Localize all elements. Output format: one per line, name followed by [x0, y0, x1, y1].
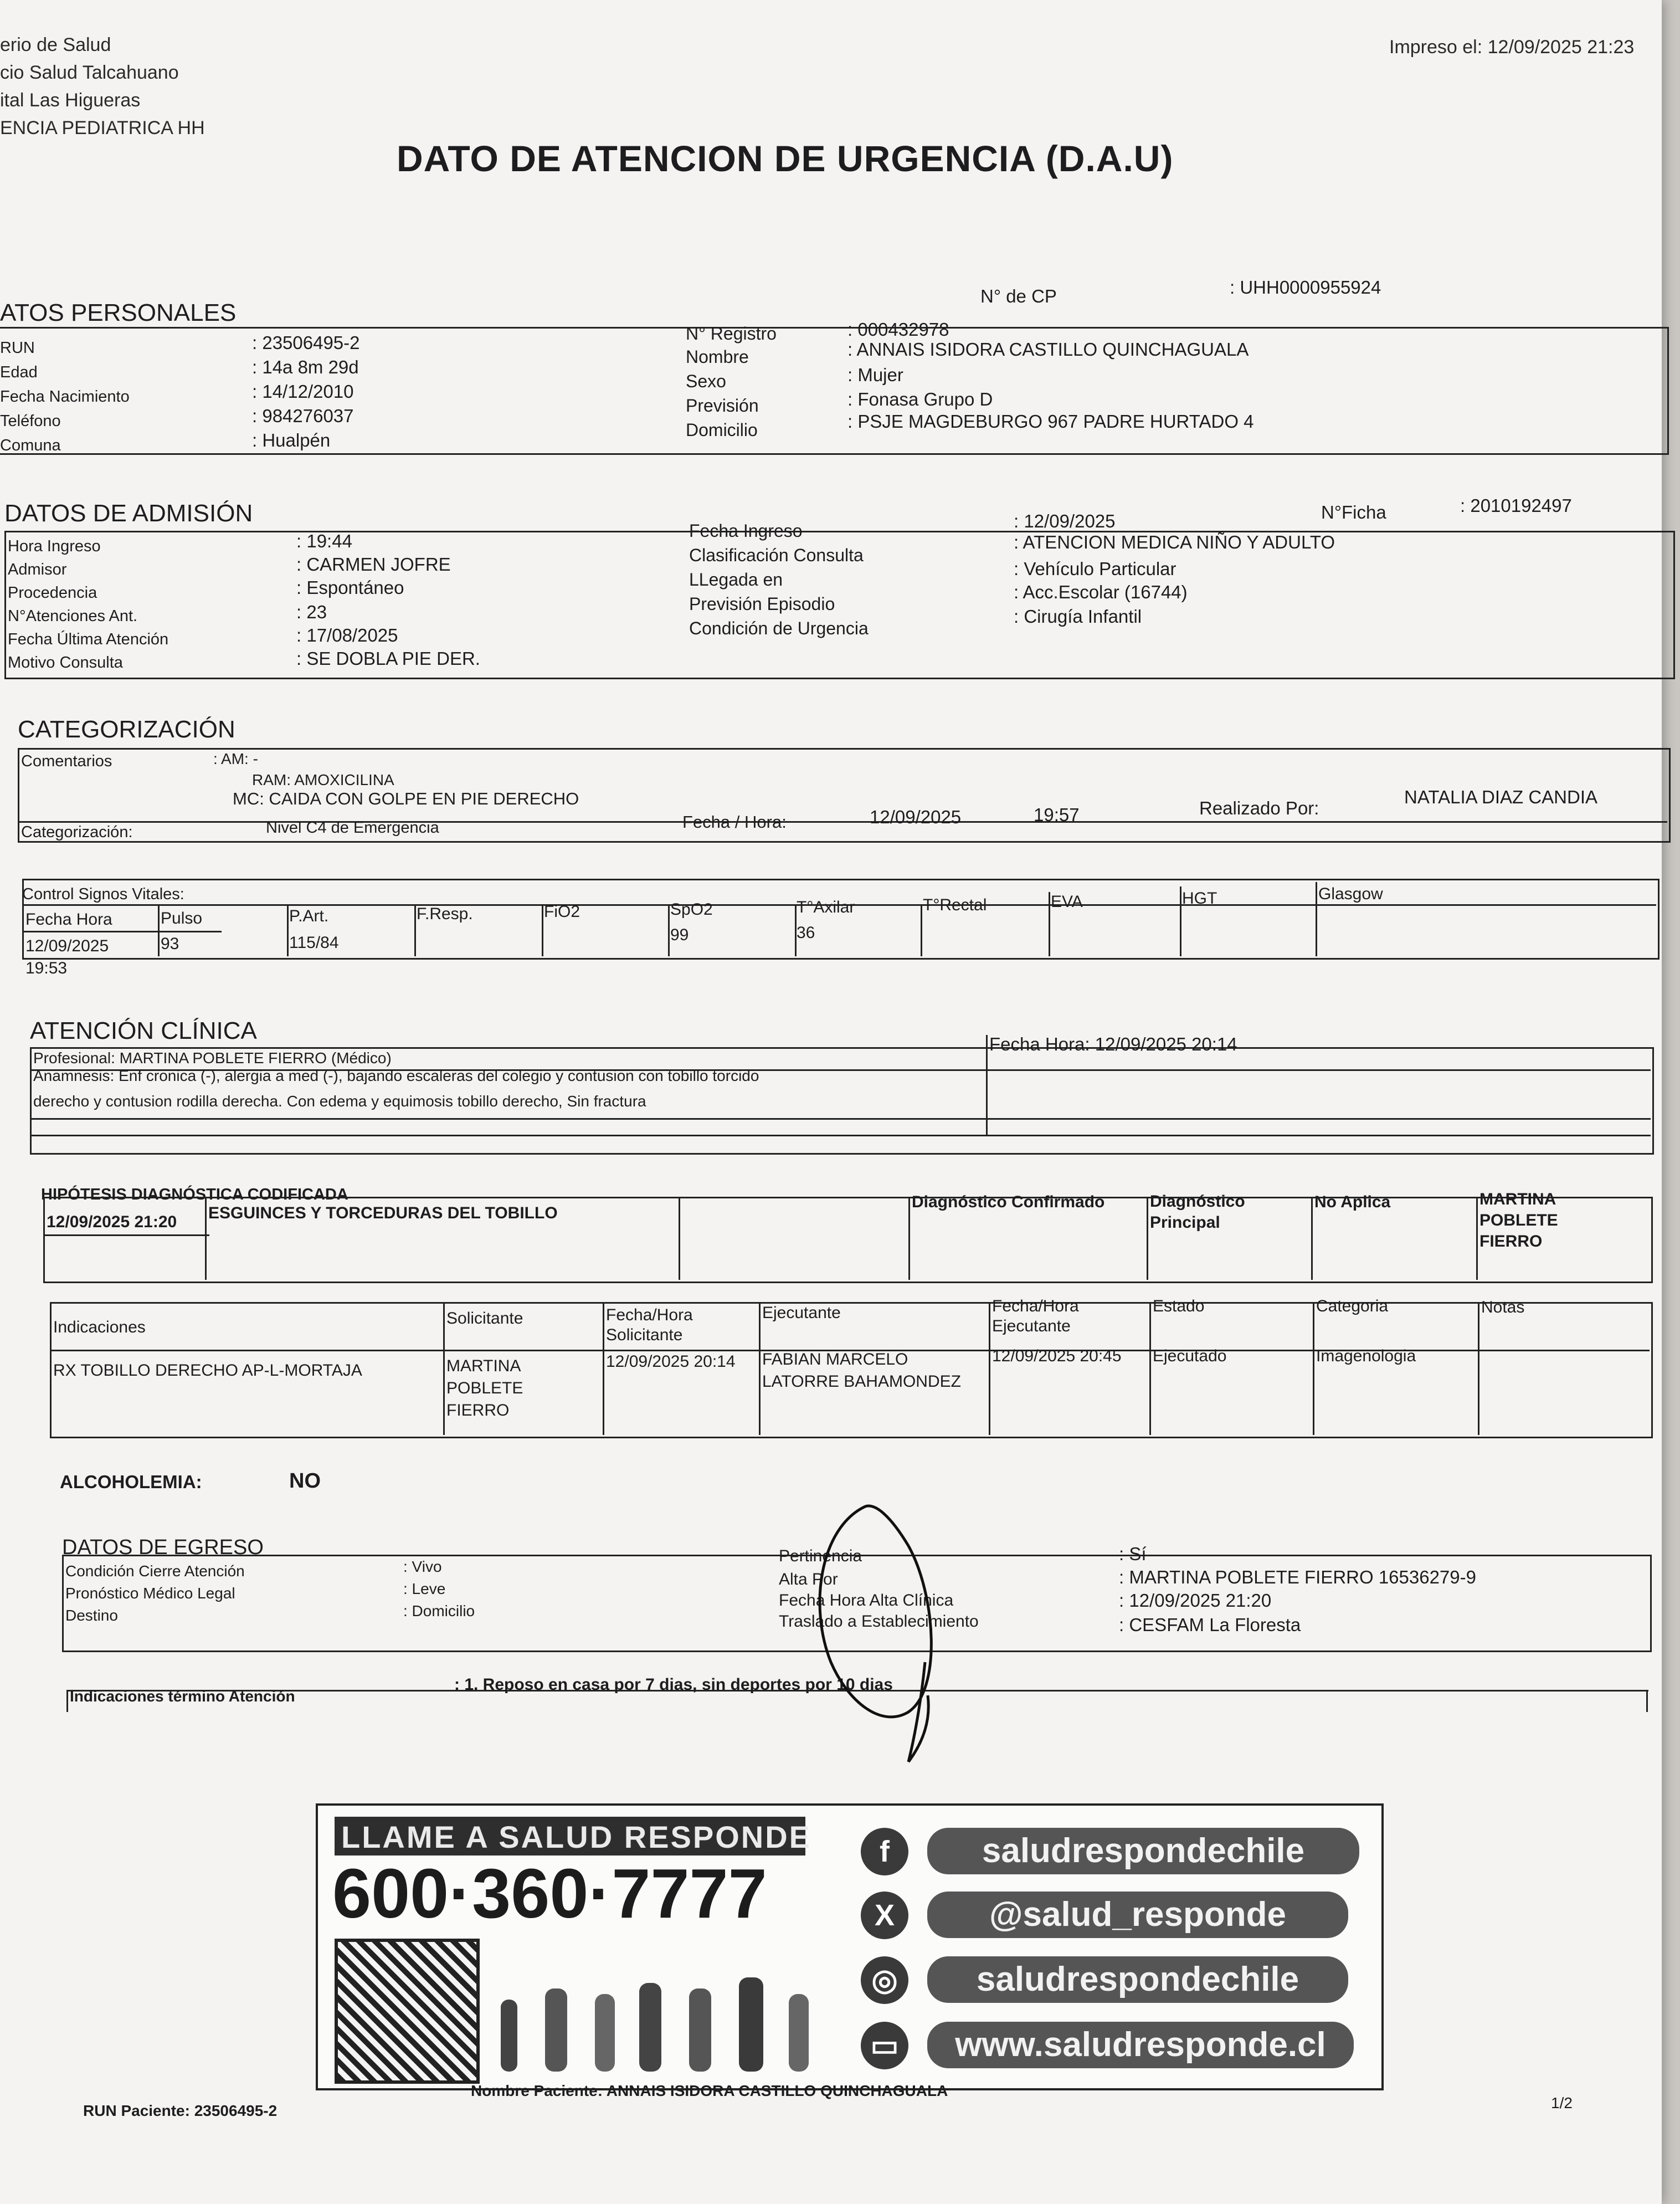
org-line-2: cio Salud Talcahuano — [0, 62, 179, 83]
orders-cell: 12/09/2025 20:45 — [992, 1347, 1122, 1365]
divider — [1478, 1302, 1479, 1435]
vitals-header: T°Rectal — [923, 896, 987, 914]
orders-cell: RX TOBILLO DERECHO AP-L-MORTAJA — [53, 1361, 362, 1380]
diagnosis-doctor: MARTINA POBLETE FIERRO — [1479, 1190, 1558, 1250]
field-value: : ATENCION MEDICA NIÑO Y ADULTO — [1014, 532, 1335, 552]
orders-header: Ejecutante — [762, 1304, 841, 1322]
field-label: Fecha Hora Alta Clínica — [779, 1591, 954, 1610]
field-label: Alta Por — [779, 1570, 838, 1588]
field-value: : MARTINA POBLETE FIERRO 16536279-9 — [1119, 1567, 1476, 1587]
website-link[interactable]: www.saludresponde.cl — [927, 2022, 1354, 2068]
diagnosis-datetime: 12/09/2025 21:20 — [47, 1213, 177, 1231]
org-line-3: ital Las Higueras — [0, 90, 141, 111]
fecha-hora-label: Fecha / Hora: — [682, 812, 787, 832]
ficha-value: : 2010192497 — [1460, 495, 1572, 516]
field-label: Fecha Última Atención — [8, 631, 169, 648]
field-value: : SE DOBLA PIE DER. — [296, 648, 480, 669]
salud-responde-banner — [316, 1803, 1384, 2090]
vitals-header: FiO2 — [544, 903, 580, 921]
vitals-header: EVA — [1051, 893, 1083, 911]
field-value: : Hualpén — [252, 430, 331, 450]
categorization-date: 12/09/2025 — [870, 807, 962, 827]
field-label: LLegada en — [689, 570, 783, 590]
section-diagnosis-title: HIPÓTESIS DIAGNÓSTICA CODIFICADA — [41, 1186, 348, 1203]
divider — [989, 1302, 990, 1435]
field-label: RUN — [0, 339, 35, 357]
field-value: : 000432978 — [847, 319, 949, 340]
field-label: Condición de Urgencia — [689, 618, 869, 638]
field-label: Motivo Consulta — [8, 654, 123, 672]
anamnesis-line-2: derecho y contusion rodilla derecha. Con edema y equimosis tobillo derecho, Sin fractura — [33, 1093, 646, 1110]
clinical-professional: Profesional: MARTINA POBLETE FIERRO (Médico) — [33, 1049, 392, 1067]
handwritten-signature — [798, 1496, 975, 1773]
divider — [1313, 1302, 1314, 1435]
categorization-time: 19:57 — [1034, 804, 1080, 825]
org-line-1: erio de Salud — [0, 34, 111, 55]
field-label: Nombre — [686, 347, 749, 367]
categorization-label: Categorización: — [21, 823, 133, 841]
field-value: : Domicilio — [403, 1602, 475, 1619]
field-value: : Sí — [1119, 1544, 1147, 1564]
field-value: : Vehículo Particular — [1014, 558, 1176, 579]
vitals-header: T°Axilar — [797, 898, 855, 916]
divider — [759, 1302, 761, 1435]
divider — [414, 904, 416, 956]
field-label: Fecha Ingreso — [689, 521, 803, 541]
vitals-header: SpO2 — [670, 900, 713, 919]
section-discharge-title: DATOS DE EGRESO — [62, 1536, 264, 1559]
vitals-cell: 36 — [797, 924, 815, 942]
field-label: Procedencia — [8, 584, 97, 602]
field-value: : 23 — [296, 602, 327, 622]
diagnosis-principal: Diagnóstico Principal — [1150, 1192, 1245, 1232]
vitals-header: HGT — [1182, 889, 1217, 908]
divider — [679, 1197, 680, 1280]
instagram-icon: ◎ — [861, 1956, 908, 2004]
vitals-title: Control Signos Vitales: — [22, 885, 184, 903]
end-indications-value: : 1. Reposo en casa por 7 dias, sin deportes por 10 dias — [454, 1675, 893, 1694]
field-value: : Acc.Escolar (16744) — [1014, 582, 1188, 602]
field-label: Teléfono — [0, 412, 61, 430]
field-value: : 23506495-2 — [252, 332, 360, 353]
field-label: Fecha Nacimiento — [0, 388, 130, 406]
divider — [668, 904, 670, 956]
vitals-header: Pulso — [161, 909, 203, 927]
page-number: 1/2 — [1551, 2094, 1573, 2111]
field-value: : Cirugía Infantil — [1014, 606, 1142, 627]
divider — [921, 904, 922, 956]
vitals-cell: 93 — [161, 935, 179, 953]
people-illustration — [495, 1961, 839, 2077]
section-admission-title: DATOS DE ADMISIÓN — [4, 500, 253, 527]
orders-cell: Imagenologia — [1316, 1347, 1416, 1365]
orders-header: Solicitante — [446, 1309, 523, 1327]
performed-by-label: Realizado Por: — [1199, 798, 1319, 818]
vitals-header: F.Resp. — [417, 905, 473, 923]
orders-header: Notas — [1481, 1298, 1525, 1316]
comment-line-3: MC: CAIDA CON GOLPE EN PIE DERECHO — [233, 789, 579, 808]
divider — [1646, 1690, 1648, 1712]
orders-cell: MARTINA POBLETE FIERRO — [446, 1357, 523, 1419]
diagnosis-not-applicable: No Aplica — [1314, 1193, 1391, 1211]
divider — [1316, 882, 1317, 956]
field-value: : Espontáneo — [296, 577, 404, 598]
banner-caption: LLAME A SALUD RESPONDE — [341, 1819, 811, 1854]
divider — [158, 904, 160, 956]
comment-line-2: RAM: AMOXICILINA — [252, 771, 394, 788]
vitals-header: Fecha Hora — [25, 910, 112, 929]
orders-header: Fecha/Hora Ejecutante — [992, 1297, 1079, 1335]
divider — [43, 1234, 209, 1236]
divider — [1049, 892, 1050, 956]
field-label: Destino — [65, 1607, 118, 1624]
field-label: Comuna — [0, 437, 61, 454]
footer-patient-name: Nombre Paciente: ANNAIS ISIDORA CASTILLO QUINCHAGUALA — [471, 2082, 948, 2099]
field-label: N° Registro — [686, 324, 777, 344]
vitals-header: P.Art. — [289, 907, 329, 925]
orders-cell: 12/09/2025 20:14 — [606, 1352, 736, 1371]
divider — [287, 904, 289, 956]
clinical-datetime: Fecha Hora: 12/09/2025 20:14 — [989, 1034, 1237, 1054]
field-value: : ANNAIS ISIDORA CASTILLO QUINCHAGUALA — [847, 339, 1249, 360]
field-label: Clasificación Consulta — [689, 545, 864, 565]
field-value: : Vivo — [403, 1558, 442, 1575]
divider — [986, 1035, 988, 1135]
field-value: : Leve — [403, 1580, 446, 1597]
field-value: : 14a 8m 29d — [252, 357, 359, 377]
field-label: Previsión — [686, 396, 759, 416]
field-label: Sexo — [686, 371, 726, 391]
orders-header: Categoria — [1316, 1297, 1389, 1315]
field-value: : CESFAM La Floresta — [1119, 1614, 1301, 1635]
alcohol-value: NO — [289, 1469, 321, 1493]
divider — [22, 931, 222, 932]
divider — [1476, 1197, 1478, 1280]
divider — [908, 1197, 910, 1280]
facebook-icon: f — [861, 1828, 908, 1875]
divider — [1311, 1197, 1313, 1280]
cp-value: : UHH0000955924 — [1230, 277, 1381, 298]
vitals-header: Glasgow — [1318, 885, 1383, 903]
divider — [603, 1302, 604, 1435]
printed-date: Impreso el: 12/09/2025 21:23 — [1389, 37, 1635, 58]
facebook-link[interactable]: saludrespondechile — [927, 1828, 1359, 1874]
orders-header: Fecha/Hora Solicitante — [606, 1306, 693, 1344]
field-value: : Mujer — [847, 365, 903, 385]
field-label: N°Atenciones Ant. — [8, 607, 138, 625]
alcohol-label: ALCOHOLEMIA: — [60, 1472, 202, 1492]
cp-label: N° de CP — [980, 286, 1057, 306]
field-value: : 14/12/2010 — [252, 381, 354, 402]
vitals-cell: 115/84 — [289, 934, 339, 952]
web-icon: ▭ — [861, 2022, 908, 2069]
orders-cell: FABIAN MARCELO LATORRE BAHAMONDEZ — [762, 1350, 961, 1391]
field-label: Domicilio — [686, 420, 758, 440]
field-value: : PSJE MAGDEBURGO 967 PADRE HURTADO 4 — [847, 411, 1254, 432]
diagnosis-confirmed: Diagnóstico Confirmado — [912, 1193, 1105, 1211]
divider — [30, 1135, 1651, 1136]
org-line-4: ENCIA PEDIATRICA HH — [0, 117, 205, 139]
comments-label: Comentarios — [21, 752, 112, 770]
divider — [18, 821, 1667, 823]
divider — [30, 1118, 1651, 1120]
orders-cell: Ejecutado — [1153, 1347, 1227, 1365]
field-label: Condición Cierre Atención — [65, 1562, 245, 1580]
divider — [1149, 1302, 1151, 1435]
qr-code — [335, 1939, 480, 2084]
vitals-cell: 99 — [670, 926, 689, 944]
field-label: Hora Ingreso — [8, 537, 101, 555]
field-label: Previsión Episodio — [689, 594, 835, 614]
banner-phone: 600·360·7777 — [332, 1854, 767, 1933]
divider — [542, 904, 543, 956]
section-categorization-title: CATEGORIZACIÓN — [18, 716, 235, 743]
end-indications-label: Indicaciones término Atención — [70, 1688, 295, 1705]
x-icon: X — [861, 1892, 908, 1939]
divider — [1180, 886, 1181, 956]
field-label: Pertinencia — [779, 1547, 862, 1565]
performed-by-value: NATALIA DIAZ CANDIA — [1404, 787, 1598, 807]
divider — [66, 1690, 68, 1712]
field-value: : 19:44 — [296, 531, 352, 551]
section-clinical-title: ATENCIÓN CLÍNICA — [30, 1017, 257, 1044]
orders-header: Estado — [1153, 1297, 1205, 1315]
section-personal-title: ATOS PERSONALES — [0, 299, 237, 326]
divider — [1147, 1197, 1148, 1280]
comment-line-1: : AM: - — [213, 750, 258, 767]
page-title: DATO DE ATENCION DE URGENCIA (D.A.U) — [397, 138, 1174, 179]
field-value: : Fonasa Grupo D — [847, 389, 993, 409]
divider — [443, 1302, 445, 1435]
field-label: Traslado a Establecimiento — [779, 1612, 979, 1631]
vitals-cell: 12/09/2025 19:53 — [25, 937, 109, 977]
divider — [205, 1197, 207, 1280]
personal-box — [0, 327, 1669, 455]
diagnosis-name: ESGUINCES Y TORCEDURAS DEL TOBILLO — [208, 1204, 558, 1222]
categorization-value: Nivel C4 de Emergencia — [266, 819, 439, 837]
field-label: Admisor — [8, 561, 67, 578]
field-value: : 984276037 — [252, 406, 354, 426]
instagram-link[interactable]: saludrespondechile — [927, 1956, 1348, 2003]
orders-header: Indicaciones — [53, 1318, 146, 1336]
field-value: : CARMEN JOFRE — [296, 554, 451, 575]
field-value: : 12/09/2025 21:20 — [1119, 1590, 1272, 1611]
vitals-table — [22, 879, 1660, 960]
x-link[interactable]: @salud_responde — [927, 1892, 1348, 1938]
field-value: : 12/09/2025 — [1014, 511, 1116, 531]
anamnesis-line-1: Anamnesis: Enf cronica (-), alergia a med (-), bajando escaleras del colegio y contusion con tobillo torcido — [33, 1067, 759, 1084]
field-label: Pronóstico Médico Legal — [65, 1585, 235, 1602]
footer-run: RUN Paciente: 23506495-2 — [83, 2102, 278, 2119]
field-label: Edad — [0, 363, 38, 381]
field-value: : 17/08/2025 — [296, 625, 398, 645]
ficha-label: N°Ficha — [1321, 502, 1386, 522]
